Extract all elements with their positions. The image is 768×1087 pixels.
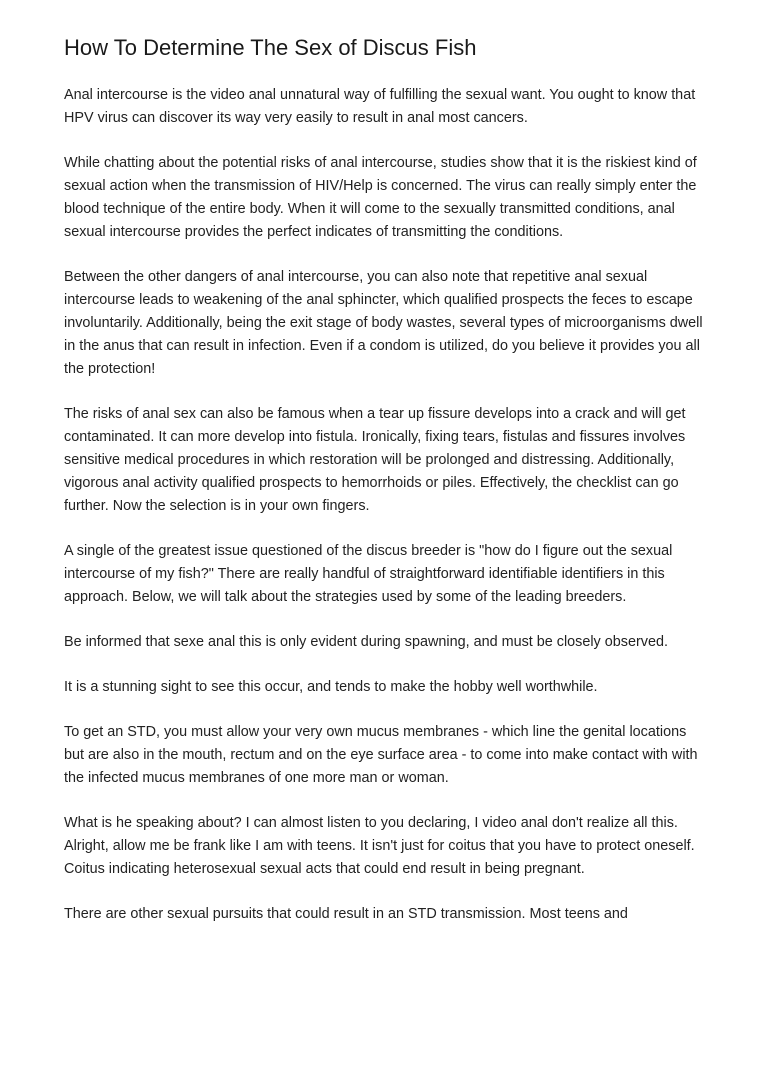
paragraph-1: Anal intercourse is the video anal unnatural way of fulfilling the sexual want. You ought to know that HPV virus can discover its way very easily to result in anal most cancers. (64, 87, 696, 126)
paragraph-6: Be informed that sexe anal this is only evident during spawning, and must be closely observed. (64, 634, 668, 650)
paragraph-2: While chatting about the potential risks of anal intercourse, studies show that it is the riskiest kind of sexual action when the transmission of HIV/Help is concerned. The virus can really simply enter the blood technique of the entire body. When it will come to the sexually transmitted conditions, anal sexual intercourse provides the perfect indicates of transmitting the conditions. (64, 155, 697, 240)
paragraph-5: A single of the greatest issue questioned of the discus breeder is "how do I figure out the sexual intercourse of my fish?" There are really handful of straightforward identifiable identifiers in this approach. Below, we will talk about the strategies used by some of the leading breeders. (64, 543, 673, 605)
paragraph-3: Between the other dangers of anal intercourse, you can also note that repetitive anal sexual intercourse leads to weakening of the anal sphincter, which qualified prospects the feces to escape involuntarily. Additionally, being the exit stage of body wastes, several types of microorganisms dwell in the anus that can result in infection. Even if a condom is utilized, do you believe it provides you all the protection! (64, 269, 703, 377)
document-title: How To Determine The Sex of Discus Fish (64, 35, 477, 60)
paragraph-10: There are other sexual pursuits that could result in an STD transmission. Most teens and (64, 906, 628, 922)
paragraph-8: To get an STD, you must allow your very own mucus membranes - which line the genital locations but are also in the mouth, rectum and on the eye surface area - to come into make contact with with the infected mucus membranes of one more man or woman. (64, 724, 698, 786)
paragraph-4: The risks of anal sex can also be famous when a tear up fissure develops into a crack and will get contaminated. It can more develop into fistula. Ironically, fixing tears, fistulas and fissures involves sensitive medical procedures in which restoration will be prolonged and distressing. Additionally, vigorous anal activity qualified prospects to hemorrhoids or piles. Effectively, the checklist can go further. Now the selection is in your own fingers. (64, 406, 686, 514)
document-page (64, 34, 704, 948)
paragraph-7: It is a stunning sight to see this occur, and tends to make the hobby well worthwhile. (64, 679, 598, 695)
paragraph-9: What is he speaking about? I can almost listen to you declaring, I video anal don't realize all this. Alright, allow me be frank like I am with teens. It isn't just for coitus that you have to protect oneself. Coitus indicating heterosexual sexual acts that could end result in being pregnant. (64, 815, 695, 877)
